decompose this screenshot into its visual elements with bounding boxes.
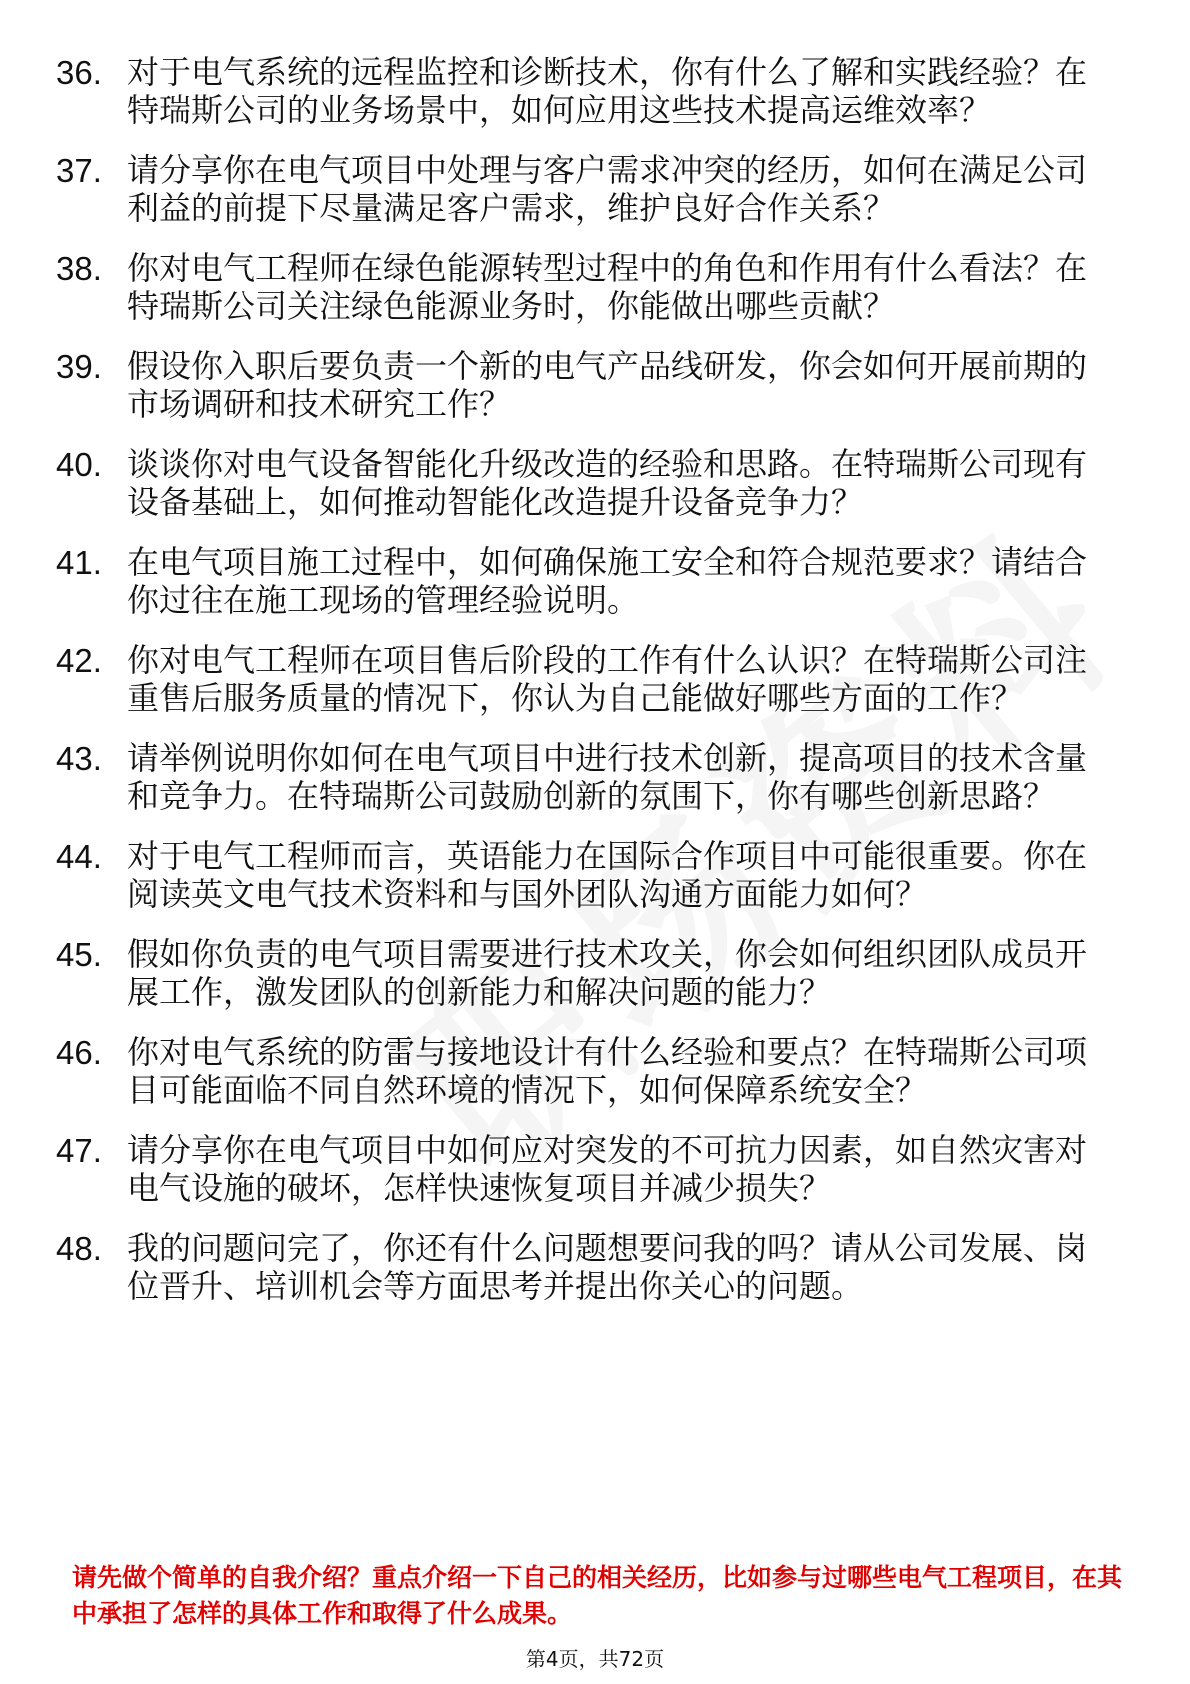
question-number: 42.	[56, 642, 102, 679]
question-number: 41.	[56, 544, 102, 581]
question-item	[0, 250, 1190, 325]
question-number: 38.	[56, 250, 102, 287]
question-number: 39.	[56, 348, 102, 385]
question-item	[0, 740, 1190, 815]
question-item	[0, 936, 1190, 1011]
highlight-note: 请先做个简单的自我介绍？重点介绍一下自己的相关经历，比如参与过哪些电气工程项目，在其中承担了怎样的具体工作和取得了什么成果。	[72, 1563, 1123, 1628]
question-text: 你对电气工程师在项目售后阶段的工作有什么认识？在特瑞斯公司注重售后服务质量的情况下，你认为自己能做好哪些方面的工作？	[127, 641, 1088, 717]
question-number: 37.	[56, 152, 102, 189]
question-item	[0, 838, 1190, 913]
question-number: 40.	[56, 446, 102, 483]
question-text: 我的问题问完了，你还有什么问题想要问我的吗？请从公司发展、岗位晋升、培训机会等方面思考并提出你关心的问题。	[127, 1229, 1088, 1305]
question-item	[0, 152, 1190, 227]
question-number: 36.	[56, 54, 102, 91]
question-item	[0, 446, 1190, 521]
question-number: 46.	[56, 1034, 102, 1071]
question-number: 48.	[56, 1230, 102, 1267]
question-text: 对于电气工程师而言，英语能力在国际合作项目中可能很重要。你在阅读英文电气技术资料和与国外团队沟通方面能力如何？	[127, 837, 1088, 913]
question-number: 47.	[56, 1132, 102, 1169]
question-text: 你对电气系统的防雷与接地设计有什么经验和要点？在特瑞斯公司项目可能面临不同自然环境的情况下，如何保障系统安全？	[127, 1033, 1088, 1109]
question-number: 43.	[56, 740, 102, 777]
page-footer: 第4页，共72页	[525, 1647, 665, 1671]
question-number: 45.	[56, 936, 102, 973]
question-text: 在电气项目施工过程中，如何确保施工安全和符合规范要求？请结合你过往在施工现场的管理经验说明。	[127, 543, 1088, 619]
question-text: 请分享你在电气项目中处理与客户需求冲突的经历，如何在满足公司利益的前提下尽量满足客户需求，维护良好合作关系？	[127, 151, 1088, 227]
question-text: 请举例说明你如何在电气项目中进行技术创新，提高项目的技术含量和竞争力。在特瑞斯公司鼓励创新的氛围下，你有哪些创新思路？	[127, 739, 1088, 815]
question-number: 44.	[56, 838, 102, 875]
question-item	[0, 1230, 1190, 1305]
question-text: 请分享你在电气项目中如何应对突发的不可抗力因素，如自然灾害对电气设施的破坏，怎样快速恢复项目并减少损失？	[127, 1131, 1088, 1207]
question-text: 你对电气工程师在绿色能源转型过程中的角色和作用有什么看法？在特瑞斯公司关注绿色能源业务时，你能做出哪些贡献？	[127, 249, 1088, 325]
question-text: 对于电气系统的远程监控和诊断技术，你有什么了解和实践经验？在特瑞斯公司的业务场景中，如何应用这些技术提高运维效率？	[127, 53, 1088, 129]
question-text: 假如你负责的电气项目需要进行技术攻关，你会如何组织团队成员开展工作，激发团队的创新能力和解决问题的能力？	[127, 935, 1088, 1011]
question-item	[0, 544, 1190, 619]
question-item	[0, 54, 1190, 129]
question-item	[0, 348, 1190, 423]
question-list	[0, 54, 1190, 1328]
question-item	[0, 1132, 1190, 1207]
question-item	[0, 1034, 1190, 1109]
question-text: 谈谈你对电气设备智能化升级改造的经验和思路。在特瑞斯公司现有设备基础上，如何推动智能化改造提升设备竞争力？	[127, 445, 1088, 521]
question-text: 假设你入职后要负责一个新的电气产品线研发，你会如何开展前期的市场调研和技术研究工作？	[127, 347, 1088, 423]
question-item	[0, 642, 1190, 717]
